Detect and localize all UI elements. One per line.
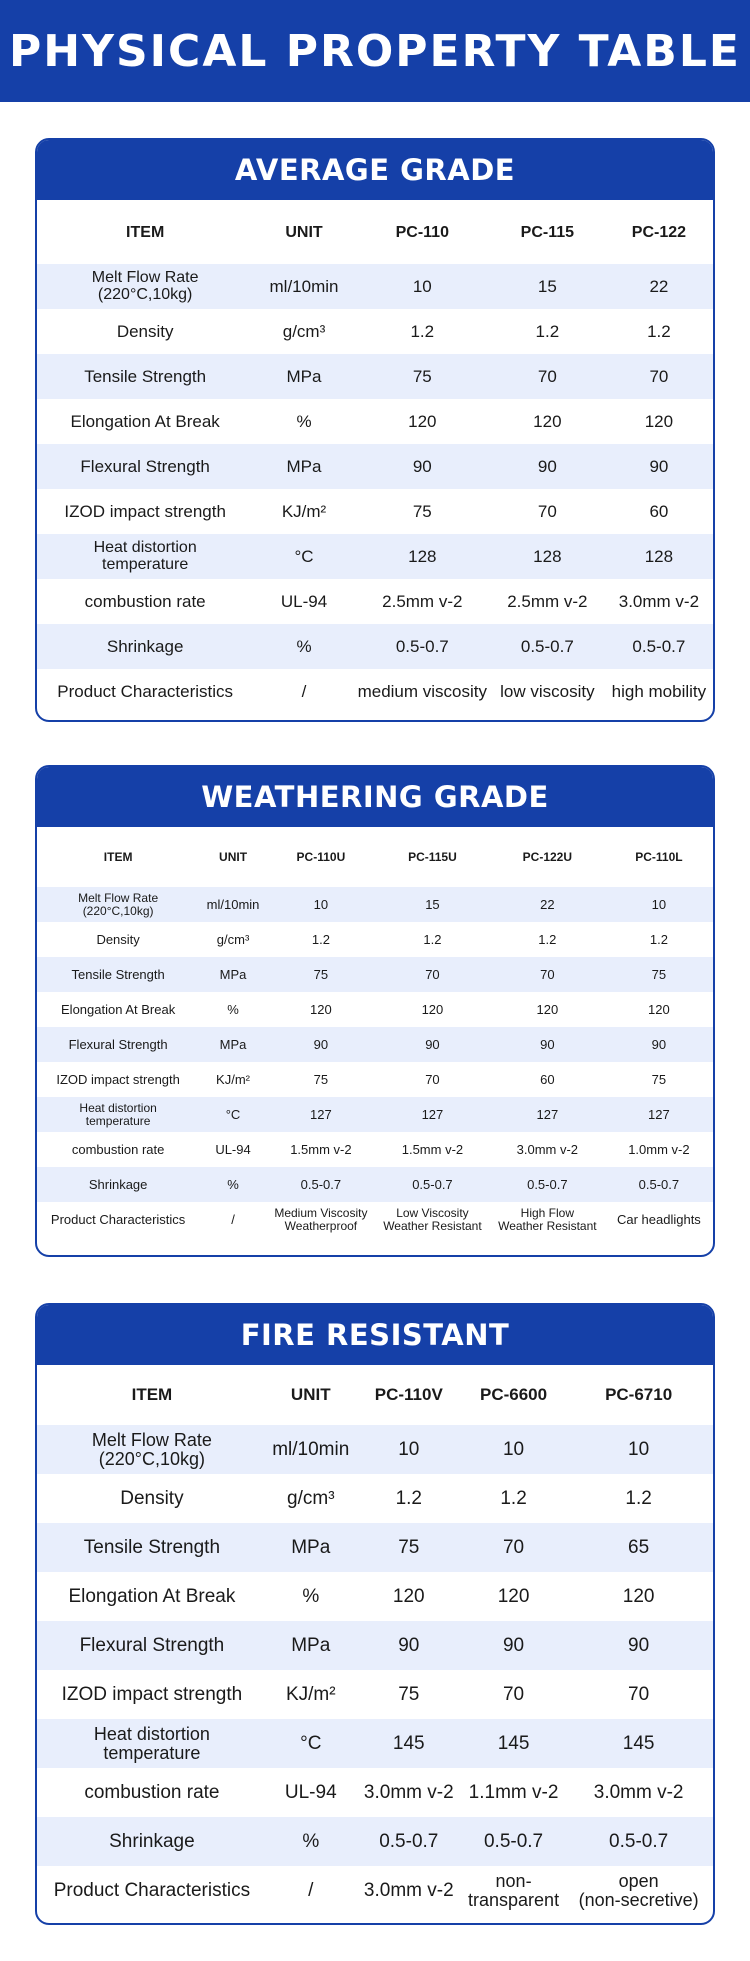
property-unit: MPa (267, 1523, 355, 1572)
property-value: 120 (533, 411, 562, 431)
property-name: Heat distortion temperature (37, 1719, 267, 1768)
property-name: Shrinkage (37, 1817, 267, 1866)
column-header-pc-122: PC-122 (631, 223, 687, 241)
property-unit: % (296, 411, 312, 431)
property-value: 1.2 (535, 321, 560, 341)
property-unit: KJ/m² (285, 1683, 336, 1705)
property-unit: MPa (253, 444, 354, 489)
fire-resistant-card (35, 1303, 715, 1925)
property-value: 70 (375, 957, 490, 992)
property-value: 1.2 (649, 931, 668, 947)
property-unit: ml/10min (267, 1425, 355, 1474)
property-name: Shrinkage (37, 1167, 199, 1202)
property-name: IZOD impact strength (64, 501, 226, 521)
property-name: Product Characteristics (50, 1211, 186, 1227)
table-row-density (37, 1474, 713, 1523)
property-value: 127 (267, 1097, 375, 1132)
page-title: PHYSICAL PROPERTY TABLE (9, 25, 741, 77)
property-name: Product Characteristics (57, 681, 234, 701)
property-name: Elongation At Break (68, 1585, 236, 1607)
property-value: 90 (490, 444, 605, 489)
property-value: 3.0mm v-2 (363, 1781, 454, 1803)
table-row-izod-impact-strength (37, 1062, 713, 1097)
table-row-tensile-strength (37, 354, 713, 399)
fire-resistant-table (37, 1365, 713, 1915)
table-row-density (37, 309, 713, 354)
property-value: 10 (355, 264, 490, 309)
property-value: 75 (355, 1523, 463, 1572)
table-row-combustion-rate (37, 1132, 713, 1167)
property-value: 0.5-0.7 (564, 1817, 713, 1866)
property-unit: MPa (199, 1027, 267, 1062)
column-header-pc-110l: PC-110L (635, 849, 683, 864)
property-name: combustion rate (84, 1781, 220, 1803)
property-unit: ml/10min (199, 887, 267, 922)
property-value: open (non-secretive) (578, 1870, 699, 1910)
property-value: 120 (497, 1585, 530, 1607)
property-value: 60 (540, 1071, 555, 1087)
property-value: 128 (605, 534, 713, 579)
property-value: 3.0mm v-2 (618, 591, 700, 611)
property-value: 1.2 (423, 931, 442, 947)
column-header-pc-6600: PC-6600 (480, 1385, 548, 1405)
property-unit: ml/10min (253, 264, 354, 309)
property-value: 1.1mm v-2 (468, 1781, 559, 1803)
property-unit: / (308, 1879, 314, 1901)
property-value: 0.5-0.7 (463, 1817, 564, 1866)
property-value: 1.2 (625, 1487, 652, 1509)
property-value: high mobility (611, 681, 707, 701)
property-value: 120 (408, 411, 437, 431)
average-grade-title: AVERAGE GRADE (234, 153, 516, 187)
property-value: 128 (355, 534, 490, 579)
property-value: 90 (355, 1621, 463, 1670)
table-row-heat-distortion-temperature (37, 1097, 713, 1132)
column-header-unit: UNIT (285, 223, 323, 241)
property-value: 22 (490, 887, 605, 922)
property-value: 2.5mm v-2 (507, 591, 588, 611)
property-unit: KJ/m² (281, 501, 327, 521)
property-name: Tensile Strength (37, 354, 253, 399)
column-header-unit: UNIT (219, 849, 248, 864)
average-grade-card (35, 138, 715, 722)
table-row-izod-impact-strength (37, 1670, 713, 1719)
property-value: 127 (375, 1097, 490, 1132)
property-value: 75 (398, 1683, 420, 1705)
fire-resistant-header (37, 1305, 713, 1365)
property-unit: UL-94 (215, 1141, 251, 1157)
property-value: 75 (267, 957, 375, 992)
table-row-shrinkage (37, 1817, 713, 1866)
column-header-item: ITEM (126, 223, 165, 241)
property-name: Density (96, 931, 140, 947)
header-row (37, 827, 713, 887)
weathering-grade-header (37, 767, 713, 827)
property-name: Flexural Strength (37, 444, 253, 489)
property-unit: °C (267, 1719, 355, 1768)
property-value: 0.5-0.7 (605, 624, 713, 669)
column-header-pc-6710: PC-6710 (605, 1385, 673, 1405)
table-row-product-characteristics (37, 1202, 713, 1237)
property-value: 10 (605, 887, 713, 922)
table-row-tensile-strength (37, 1523, 713, 1572)
header-row (37, 1365, 713, 1425)
table-row-melt-flow-rate-220-c-10kg (37, 887, 713, 922)
table-row-elongation-at-break (37, 399, 713, 444)
property-value: non- transparent (468, 1870, 560, 1910)
property-name: Heat distortion temperature (37, 1097, 199, 1132)
property-unit: % (267, 1817, 355, 1866)
property-unit: MPa (253, 354, 354, 399)
weathering-grade-table (37, 827, 713, 1237)
property-unit: g/cm³ (216, 931, 250, 947)
property-value: 10 (267, 887, 375, 922)
table-row-combustion-rate (37, 1768, 713, 1817)
property-value: 90 (355, 444, 490, 489)
table-row-melt-flow-rate-220-c-10kg (37, 264, 713, 309)
property-value: 15 (490, 264, 605, 309)
weathering-grade-title: WEATHERING GRADE (201, 780, 549, 814)
property-value: 1.2 (395, 1487, 422, 1509)
weathering-grade-card (35, 765, 715, 1257)
property-name: IZOD impact strength (56, 1071, 180, 1087)
table-row-product-characteristics (37, 1866, 713, 1915)
property-value: 75 (651, 1071, 667, 1087)
property-value: 90 (605, 444, 713, 489)
average-grade-header (37, 140, 713, 200)
property-name: Elongation At Break (70, 411, 220, 431)
property-unit: % (199, 1167, 267, 1202)
property-value: 90 (490, 1027, 605, 1062)
property-value: 0.5-0.7 (375, 1167, 490, 1202)
property-value: 65 (564, 1523, 713, 1572)
property-value: 1.0mm v-2 (628, 1141, 690, 1157)
column-header-item: ITEM (131, 1385, 173, 1405)
property-value: 127 (490, 1097, 605, 1132)
property-name: Melt Flow Rate (220°C,10kg) (37, 887, 199, 922)
property-value: 10 (564, 1425, 713, 1474)
property-value: Medium Viscosity Weatherproof (274, 1205, 368, 1233)
property-value: 60 (649, 501, 669, 521)
property-value: 145 (355, 1719, 463, 1768)
property-value: 120 (310, 1001, 332, 1017)
table-row-density (37, 922, 713, 957)
table-row-flexural-strength (37, 444, 713, 489)
column-header-unit: UNIT (290, 1385, 331, 1405)
property-value: 0.5-0.7 (490, 624, 605, 669)
property-name: Density (120, 1487, 184, 1509)
property-unit: °C (199, 1097, 267, 1132)
property-name: Flexural Strength (37, 1621, 267, 1670)
table-row-elongation-at-break (37, 1572, 713, 1621)
property-name: Melt Flow Rate (220°C,10kg) (37, 1425, 267, 1474)
property-name: Density (116, 321, 174, 341)
table-row-flexural-strength (37, 1027, 713, 1062)
property-value: 3.0mm v-2 (593, 1781, 684, 1803)
property-name: Shrinkage (37, 624, 253, 669)
property-value: 2.5mm v-2 (382, 591, 463, 611)
property-value: 120 (392, 1585, 425, 1607)
property-value: 120 (536, 1001, 559, 1017)
table-row-flexural-strength (37, 1621, 713, 1670)
property-value: 75 (412, 501, 432, 521)
property-value: 127 (605, 1097, 713, 1132)
property-unit: % (302, 1585, 320, 1607)
property-value: 70 (605, 354, 713, 399)
column-header-pc-110: PC-110 (395, 223, 449, 241)
property-unit: % (227, 1001, 239, 1017)
property-value: 0.5-0.7 (490, 1167, 605, 1202)
property-value: 90 (375, 1027, 490, 1062)
property-name: Tensile Strength (37, 1523, 267, 1572)
property-unit: / (231, 1211, 235, 1227)
property-value: 75 (605, 957, 713, 992)
property-unit: g/cm³ (282, 321, 326, 341)
property-name: combustion rate (71, 1141, 165, 1157)
property-value: 145 (564, 1719, 713, 1768)
property-name: Product Characteristics (53, 1879, 251, 1901)
header-row (37, 202, 713, 264)
table-row-heat-distortion-temperature (37, 534, 713, 579)
property-value: 120 (622, 1585, 655, 1607)
property-value: 0.5-0.7 (605, 1167, 713, 1202)
table-row-heat-distortion-temperature (37, 1719, 713, 1768)
property-value: 1.5mm v-2 (290, 1141, 352, 1157)
table-row-tensile-strength (37, 957, 713, 992)
table-row-shrinkage (37, 624, 713, 669)
property-value: 1.2 (538, 931, 557, 947)
column-header-pc-115: PC-115 (520, 223, 575, 241)
property-value: 120 (421, 1001, 444, 1017)
property-value: 70 (425, 1071, 440, 1087)
column-header-pc-122u: PC-122U (522, 849, 573, 864)
property-value: 75 (313, 1071, 329, 1087)
property-value: 1.2 (410, 321, 435, 341)
property-value: 1.5mm v-2 (401, 1141, 464, 1157)
property-unit: MPa (267, 1621, 355, 1670)
property-unit: UL-94 (280, 591, 328, 611)
fire-resistant-title: FIRE RESISTANT (240, 1318, 510, 1352)
property-value: 0.5-0.7 (355, 1817, 463, 1866)
property-name: Tensile Strength (37, 957, 199, 992)
property-value: 90 (463, 1621, 564, 1670)
property-unit: g/cm³ (287, 1487, 335, 1509)
property-value: 70 (463, 1523, 564, 1572)
property-value: 75 (355, 354, 490, 399)
table-row-izod-impact-strength (37, 489, 713, 534)
property-value: 70 (490, 957, 605, 992)
property-unit: KJ/m² (216, 1071, 250, 1087)
property-value: 120 (644, 411, 674, 431)
property-name: combustion rate (84, 591, 206, 611)
property-value: 10 (463, 1425, 564, 1474)
column-header-pc-110u: PC-110U (296, 849, 346, 864)
property-value: 22 (605, 264, 713, 309)
property-value: 70 (490, 354, 605, 399)
property-value: 10 (355, 1425, 463, 1474)
table-row-elongation-at-break (37, 992, 713, 1027)
property-name: Melt Flow Rate (220°C,10kg) (37, 264, 253, 309)
property-value: 1.2 (647, 321, 671, 341)
property-value: 70 (502, 1683, 525, 1705)
property-value: 90 (564, 1621, 713, 1670)
property-value: 128 (490, 534, 605, 579)
property-name: Heat distortion temperature (37, 534, 253, 579)
property-unit: MPa (199, 957, 267, 992)
table-row-product-characteristics (37, 669, 713, 714)
property-unit: UL-94 (284, 1781, 337, 1803)
property-value: medium viscosity (357, 681, 487, 701)
property-value: 70 (537, 501, 557, 521)
property-unit: % (253, 624, 354, 669)
property-name: IZOD impact strength (61, 1683, 243, 1705)
column-header-pc-115u: PC-115U (408, 849, 457, 864)
property-value: 1.2 (311, 931, 330, 947)
property-value: 3.0mm v-2 (516, 1141, 579, 1157)
property-value: 70 (628, 1683, 650, 1705)
property-name: Elongation At Break (61, 1001, 176, 1017)
property-value: 0.5-0.7 (267, 1167, 375, 1202)
property-value: 0.5-0.7 (355, 624, 490, 669)
property-value: 120 (648, 1001, 670, 1017)
property-unit: °C (253, 534, 354, 579)
property-value: low viscosity (500, 681, 595, 701)
property-name: Flexural Strength (37, 1027, 199, 1062)
column-header-item: ITEM (103, 849, 133, 864)
property-value: Car headlights (616, 1211, 701, 1227)
table-row-shrinkage (37, 1167, 713, 1202)
column-header-pc-110v: PC-110V (374, 1385, 443, 1405)
property-value: 145 (463, 1719, 564, 1768)
property-value: 1.2 (500, 1487, 527, 1509)
property-value: Low Viscosity Weather Resistant (383, 1205, 482, 1233)
page-banner (0, 0, 750, 102)
property-value: 3.0mm v-2 (363, 1879, 454, 1901)
property-unit: / (301, 681, 307, 701)
property-value: 15 (375, 887, 490, 922)
table-row-combustion-rate (37, 579, 713, 624)
table-row-melt-flow-rate-220-c-10kg (37, 1425, 713, 1474)
property-value: 90 (605, 1027, 713, 1062)
average-grade-table (37, 202, 713, 714)
property-value: High Flow Weather Resistant (498, 1205, 597, 1233)
property-value: 90 (267, 1027, 375, 1062)
